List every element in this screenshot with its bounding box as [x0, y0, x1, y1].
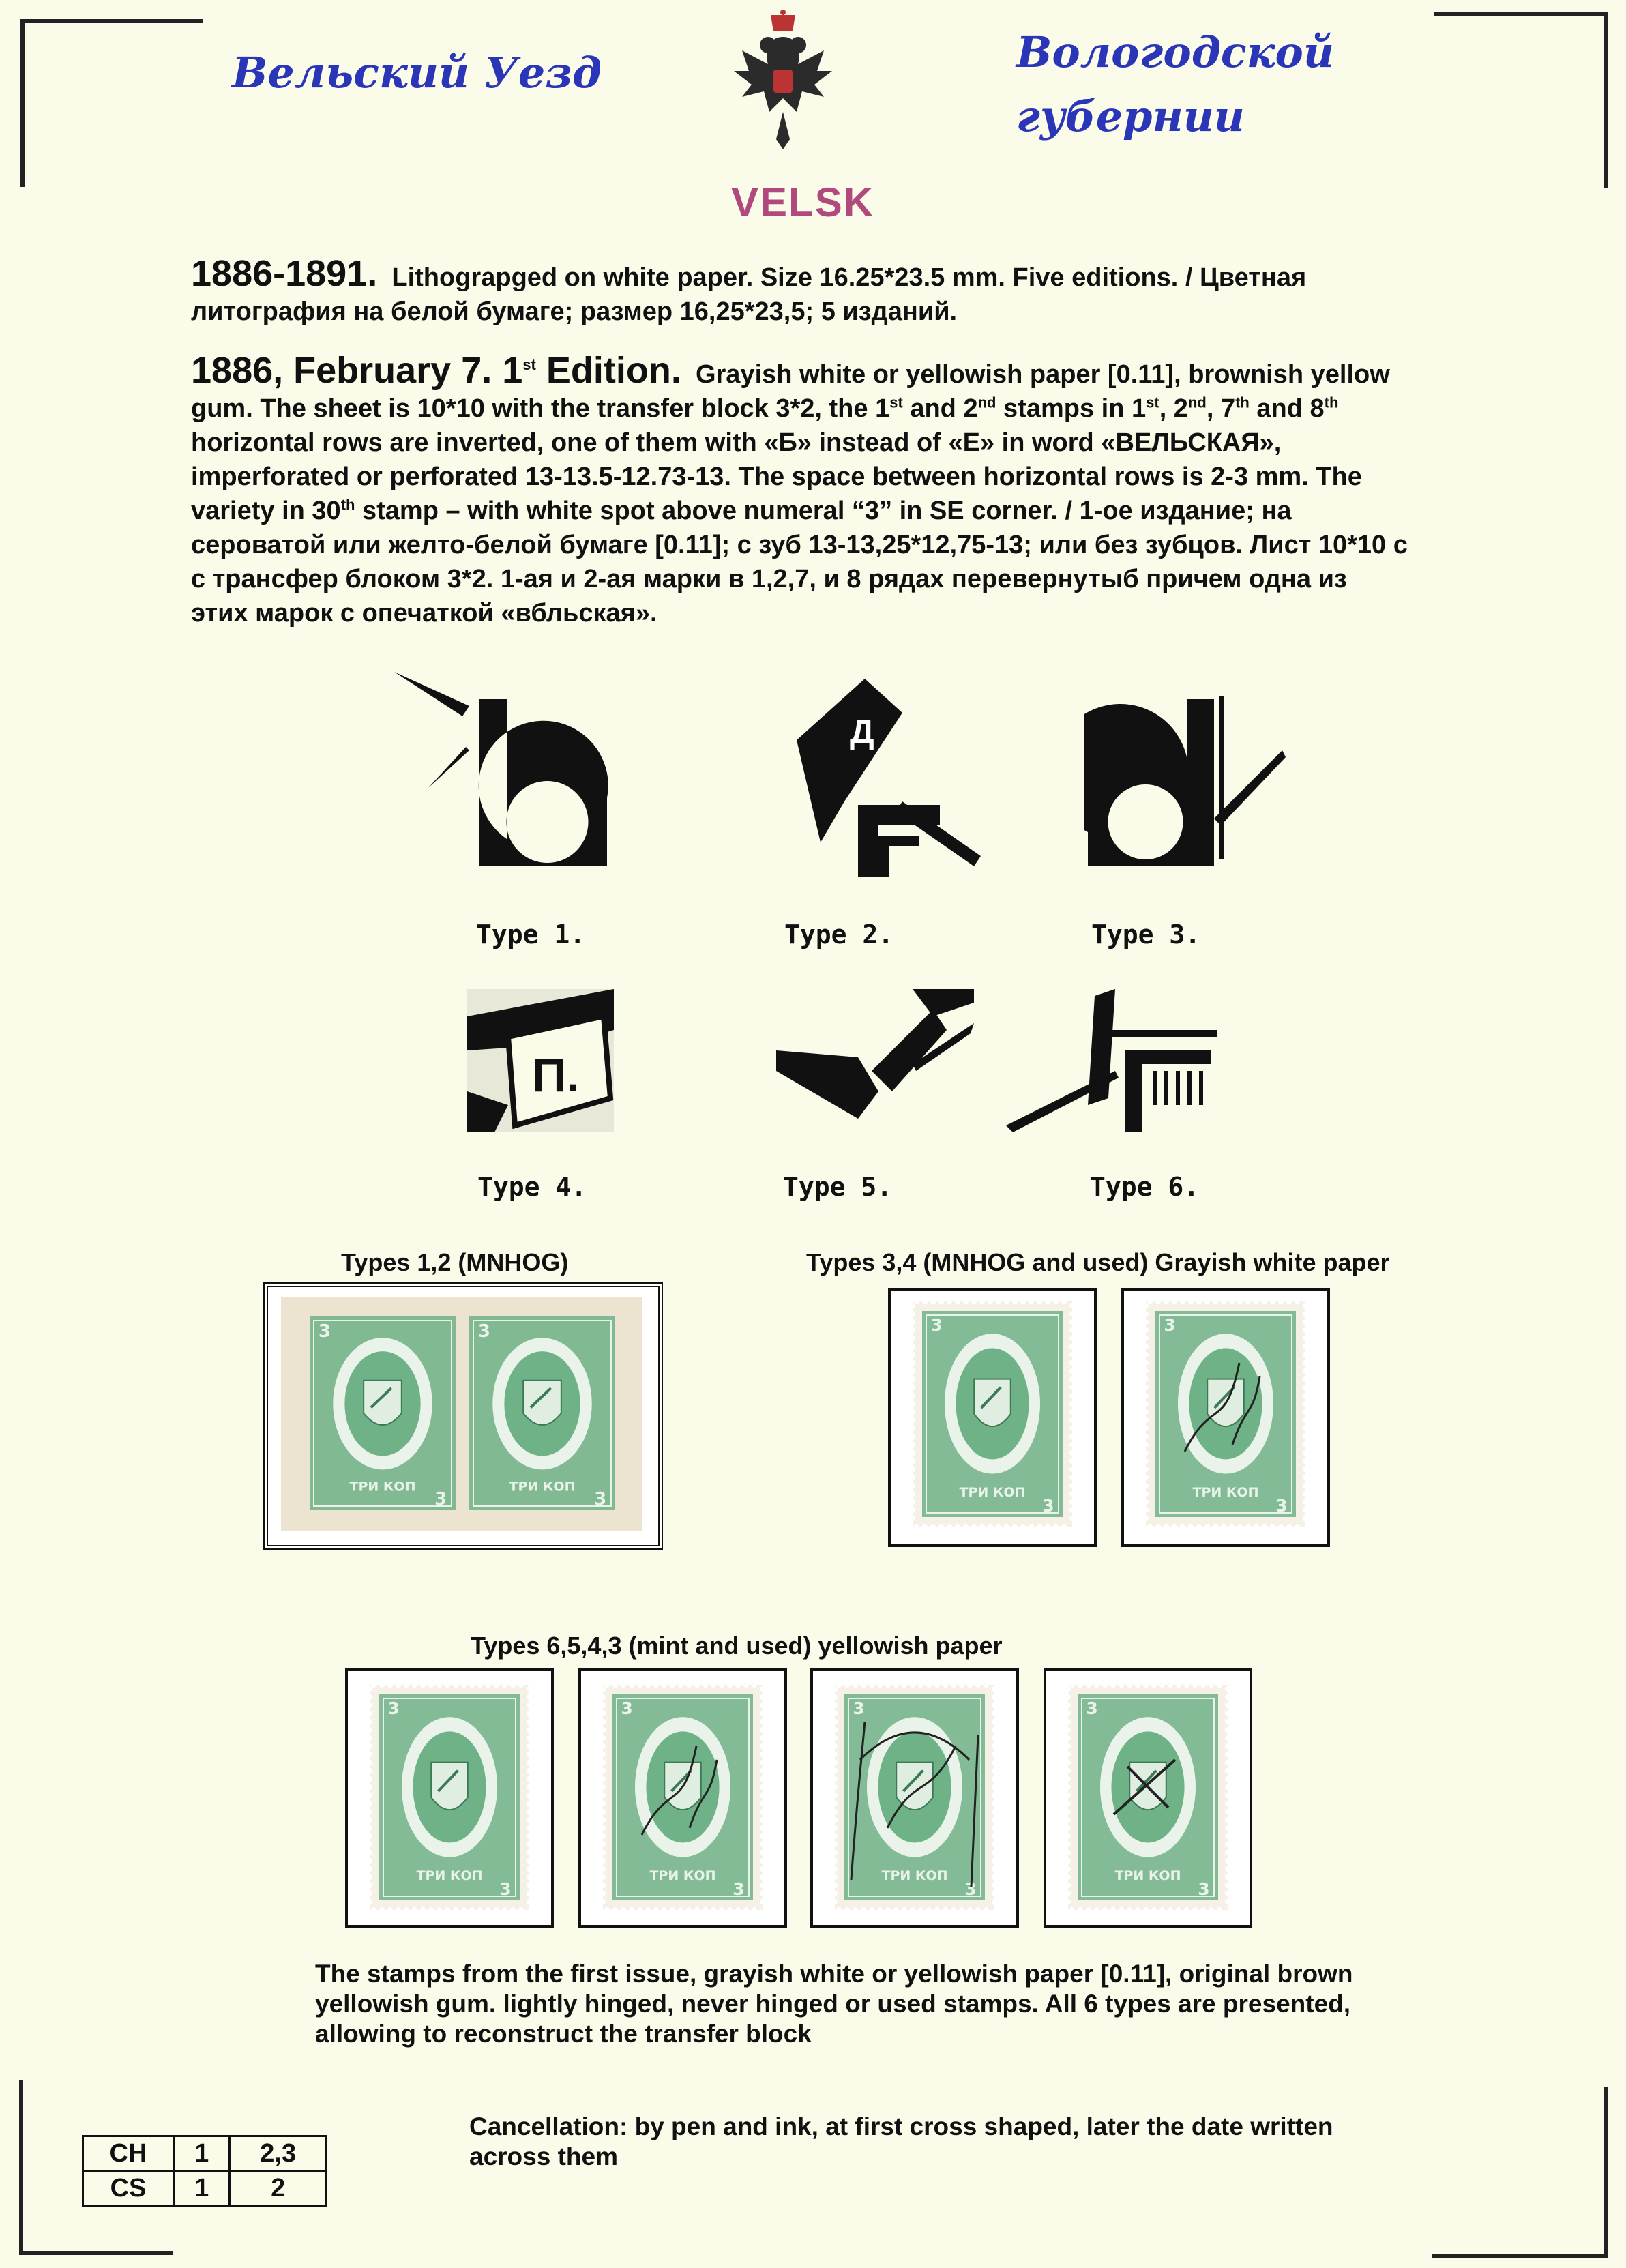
stamp-image — [835, 1685, 994, 1910]
svg-text:3: 3 — [1275, 1496, 1288, 1516]
type3-diagram — [1084, 668, 1303, 873]
table-cell: CS — [83, 2171, 174, 2206]
description-line3: allowing to reconstruct the transfer block — [315, 2020, 812, 2048]
stamp-image — [464, 1311, 621, 1516]
intro-paragraph — [191, 253, 1528, 329]
edition-paragraph — [191, 350, 1541, 630]
stamp-image — [370, 1685, 529, 1910]
svg-text:3: 3 — [733, 1879, 745, 1899]
svg-text:3: 3 — [1086, 1698, 1098, 1718]
type2-diagram — [783, 672, 1001, 877]
edition-line3: horizontal rows are inverted, one of them with «Б» instead of «Е» in word «ВЕЛЬСКАЯ», — [191, 428, 1282, 457]
edition-line8: этих марок с опечаткой «вбльская». — [191, 599, 657, 628]
header-right-title-line2: губернии — [1016, 91, 1245, 141]
svg-text:3: 3 — [1042, 1496, 1054, 1516]
svg-text:ТРИ КОП: ТРИ КОП — [881, 1868, 948, 1883]
type6-label: Type 6. — [1090, 1172, 1200, 1202]
cancellation-note — [469, 2112, 1424, 2172]
stamp-type4-used — [1146, 1301, 1305, 1527]
corner-bracket-top-right — [1434, 12, 1608, 188]
svg-text:ТРИ КОП: ТРИ КОП — [649, 1868, 716, 1883]
svg-text:ТРИ КОП: ТРИ КОП — [1192, 1484, 1259, 1500]
stamp-type1-mnhog — [304, 1311, 461, 1516]
intro-lead: 1886-1891. — [191, 253, 378, 294]
type1-label: Type 1. — [476, 919, 586, 949]
stamp-image — [304, 1311, 461, 1516]
type1-diagram — [394, 668, 612, 873]
svg-text:3: 3 — [1164, 1315, 1176, 1335]
stamp-type4-used-yellow — [835, 1685, 994, 1910]
type5-label: Type 5. — [783, 1172, 893, 1202]
svg-text:ТРИ КОП: ТРИ КОП — [416, 1868, 483, 1883]
edition-line5: variety in 30th stamp – with white spot above numeral “3” in SE corner. / 1-ое издание; на — [191, 496, 1292, 525]
edition-line6: сероватой или желто-белой бумаге [0.11]; с зуб 13-13,25*12,75-13; или без зубцов. Лист 10*10 с — [191, 531, 1408, 559]
svg-text:3: 3 — [499, 1879, 512, 1899]
type4-diagram — [467, 989, 614, 1132]
type3-label: Type 3. — [1091, 919, 1201, 949]
table-cell: 1 — [174, 2171, 230, 2206]
edition-line7: с трансфер блоком 3*2. 1-ая и 2-ая марки в 1,2,7, и 8 рядах перевернутыб причем одна из — [191, 565, 1347, 593]
header-left-title: Вельский Уезд — [232, 48, 602, 98]
table-row — [83, 2171, 327, 2206]
edition-line4: imperforated or perforated 13-13.5-12.73-13. The space between horizontal rows is 2-3 mm. The — [191, 462, 1362, 491]
table-cell: 2,3 — [230, 2136, 327, 2171]
svg-text:3: 3 — [621, 1698, 633, 1718]
stamp-type5-used — [603, 1685, 763, 1910]
svg-text:3: 3 — [387, 1698, 400, 1718]
svg-text:3: 3 — [434, 1489, 447, 1509]
type2-label: Type 2. — [784, 919, 894, 949]
edition-lead: 1886, February 7. 1st Edition. — [191, 350, 681, 391]
intro-line2: литография на белой бумаге; размер 16,25*23,5; 5 изданий. — [191, 297, 958, 326]
header-right-title-line1: Вологодской — [1016, 27, 1334, 77]
corner-bracket-bottom-right — [1432, 2087, 1608, 2258]
svg-text:ТРИ КОП: ТРИ КОП — [349, 1479, 416, 1494]
svg-text:3: 3 — [930, 1315, 943, 1335]
svg-text:Д: Д — [850, 713, 874, 751]
svg-text:3: 3 — [964, 1879, 977, 1899]
stamp-image — [913, 1301, 1072, 1527]
svg-text:3: 3 — [318, 1321, 331, 1342]
svg-text:3: 3 — [477, 1321, 490, 1342]
type4-label: Type 4. — [477, 1172, 587, 1202]
catalog-table — [82, 2135, 327, 2207]
stamp-type3-used-cross — [1068, 1685, 1228, 1910]
edition-line1: Grayish white or yellowish paper [0.11], brownish yellow — [695, 360, 1390, 389]
stamp-image — [1068, 1685, 1228, 1910]
type6-diagram — [1006, 989, 1221, 1132]
svg-text:3: 3 — [1198, 1879, 1210, 1899]
stamp-type6-mint — [370, 1685, 529, 1910]
table-cell: CH — [83, 2136, 174, 2171]
caption-types-6-5-4-3: Types 6,5,4,3 (mint and used) yellowish paper — [471, 1632, 1003, 1660]
svg-text:П.: П. — [532, 1048, 580, 1102]
stamp-type2-mnhog — [464, 1311, 621, 1516]
double-headed-eagle-icon — [728, 10, 838, 153]
svg-text:ТРИ КОП: ТРИ КОП — [1114, 1868, 1181, 1883]
cancellation-line1: Cancellation: by pen and ink, at first cross shaped, later the date written — [469, 2112, 1333, 2140]
description-paragraph — [315, 1959, 1475, 2049]
svg-text:3: 3 — [594, 1489, 607, 1509]
intro-line1: Lithograpged on white paper. Size 16.25*23.5 mm. Five editions. / Цветная — [391, 263, 1307, 292]
table-cell: 2 — [230, 2171, 327, 2206]
cancellation-line2: across them — [469, 2142, 618, 2170]
svg-text:ТРИ КОП: ТРИ КОП — [509, 1479, 576, 1494]
caption-types-1-2: Types 1,2 (MNHOG) — [341, 1248, 569, 1276]
stamp-image — [603, 1685, 763, 1910]
corner-bracket-top-left — [20, 19, 203, 187]
description-line2: yellowish gum. lightly hinged, never hinged or used stamps. All 6 types are presented, — [315, 1990, 1351, 2018]
svg-text:3: 3 — [853, 1698, 865, 1718]
table-cell: 1 — [174, 2136, 230, 2171]
stamp-type3-mnhog — [913, 1301, 1072, 1527]
table-row — [83, 2136, 327, 2171]
type5-diagram — [776, 989, 974, 1132]
main-title: VELSK — [731, 179, 875, 225]
svg-text:ТРИ КОП: ТРИ КОП — [959, 1484, 1026, 1500]
caption-types-3-4: Types 3,4 (MNHOG and used) Grayish white paper — [806, 1248, 1390, 1276]
edition-line2: gum. The sheet is 10*10 with the transfer block 3*2, the 1st and 2nd stamps in 1st, 2nd, 7th and 8th — [191, 394, 1339, 423]
stamp-image — [1146, 1301, 1305, 1527]
description-line1: The stamps from the first issue, grayish white or yellowish paper [0.11], original brown — [315, 1960, 1353, 1988]
